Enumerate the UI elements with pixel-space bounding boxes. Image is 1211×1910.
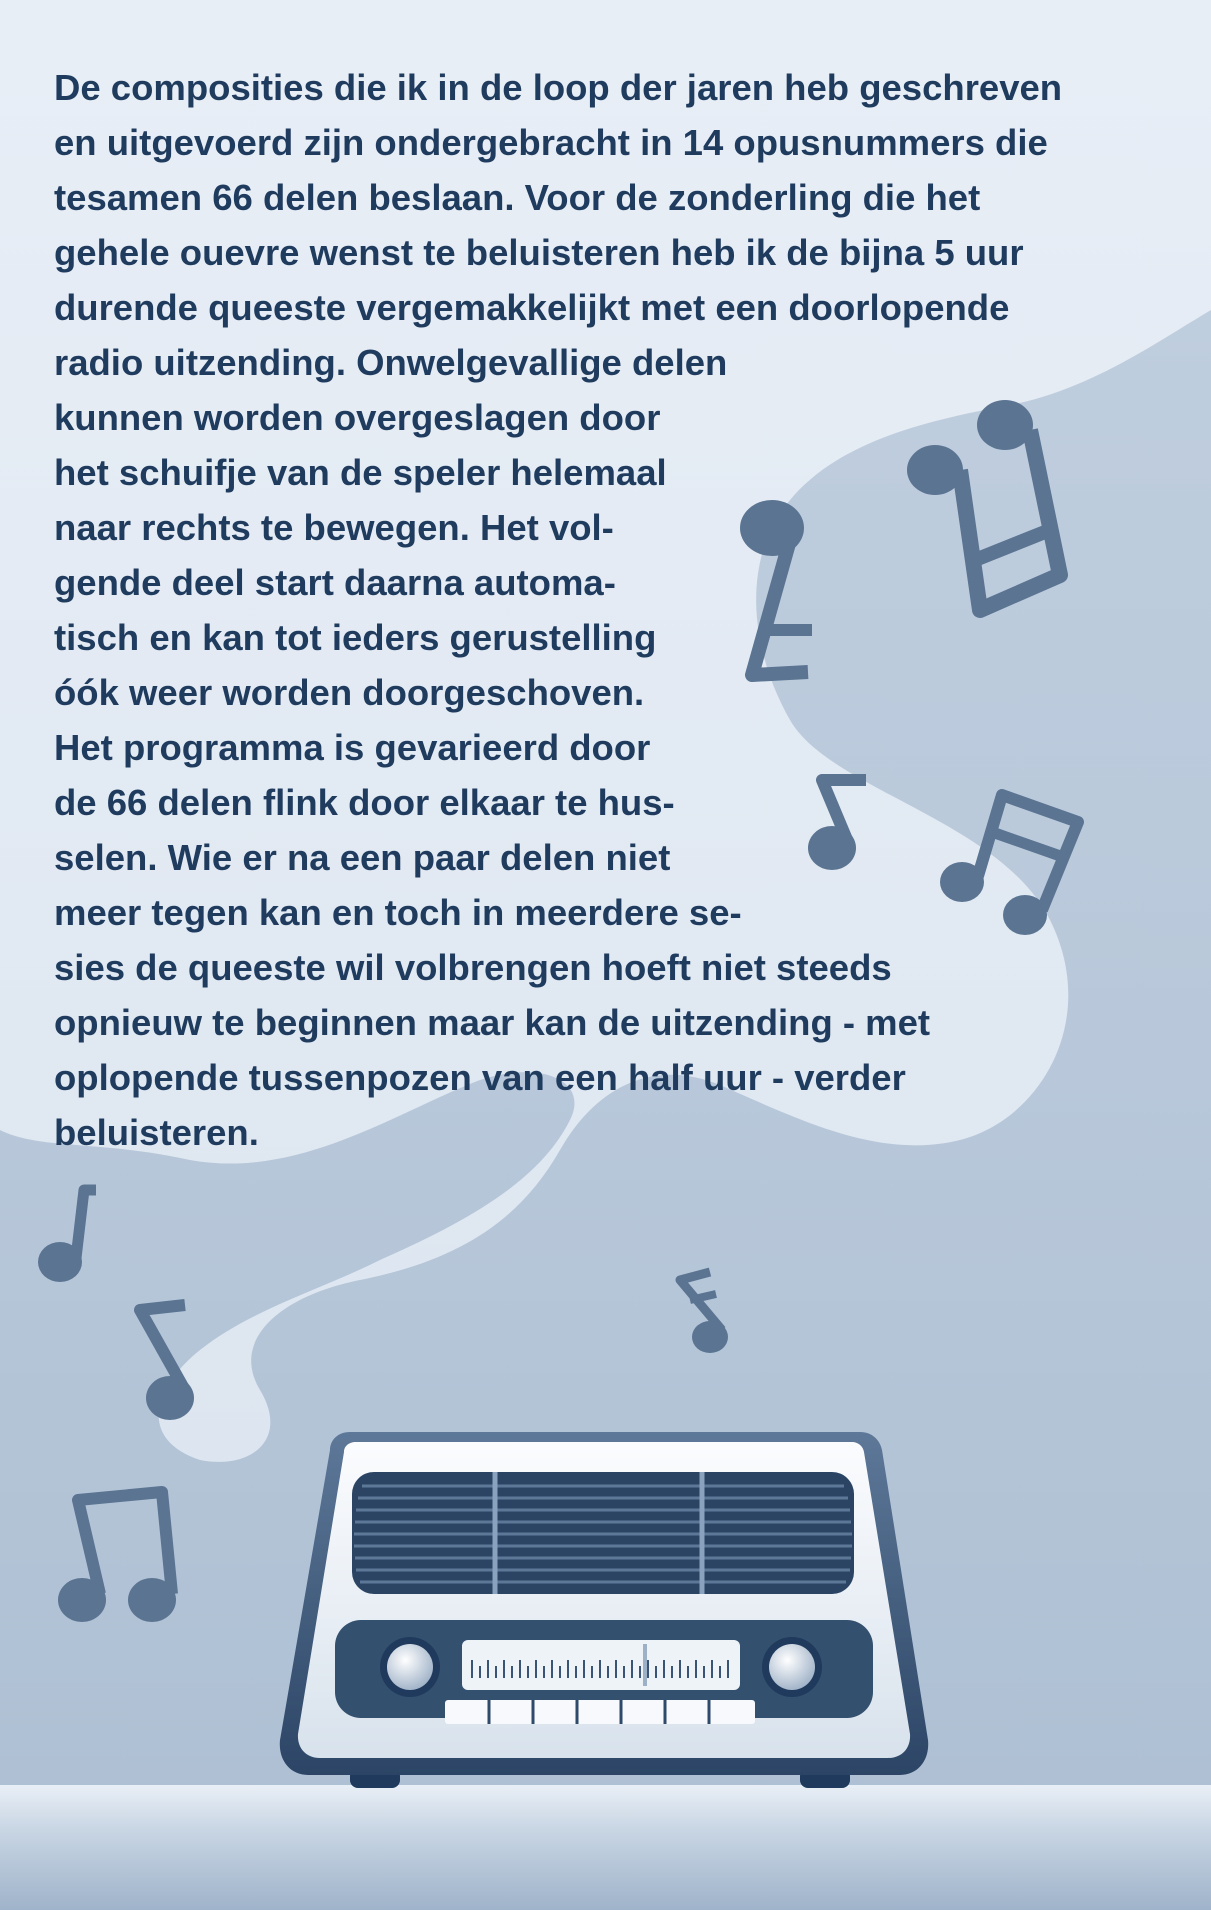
text-line: naar rechts te bewegen. Het vol- (54, 507, 614, 548)
text-line: het schuifje van de speler helemaal (54, 452, 667, 493)
music-note-icon (680, 1272, 728, 1353)
text-line: oplopende tussenpozen van een half uur - verder (54, 1057, 906, 1098)
text-line: opnieuw te beginnen maar kan de uitzending - met (54, 1002, 931, 1043)
music-note-icon (58, 1492, 176, 1622)
music-note-icon (140, 1305, 194, 1420)
text-line: beluisteren. (54, 1112, 259, 1153)
text-line: gehele ouevre wenst te beluisteren heb ik de bijna 5 uur (54, 232, 1024, 273)
body-text (54, 60, 1164, 1160)
text-line: durende queeste vergemakkelijkt met een doorlopende (54, 287, 1010, 328)
text-line: meer tegen kan en toch in meerdere se- (54, 892, 742, 933)
text-line: tesamen 66 delen beslaan. Voor de zonderling die het (54, 177, 981, 218)
text-line: kunnen worden overgeslagen door (54, 397, 661, 438)
text-line: De composities die ik in de loop der jaren heb geschreven (54, 67, 1063, 108)
text-line: óók weer worden doorgeschoven. (54, 672, 645, 713)
text-line: tisch en kan tot ieders gerustelling (54, 617, 657, 658)
text-line: sies de queeste wil volbrengen hoeft niet steeds (54, 947, 892, 988)
text-line: selen. Wie er na een paar delen niet (54, 837, 671, 878)
text-line: de 66 delen flink door elkaar te hus- (54, 782, 675, 823)
music-note-icon (38, 1190, 96, 1282)
radio-icon (280, 1432, 928, 1788)
text-line: en uitgevoerd zijn ondergebracht in 14 opusnummers die (54, 122, 1048, 163)
text-line: gende deel start daarna automa- (54, 562, 616, 603)
text-line: Het programma is gevarieerd door (54, 727, 651, 768)
text-line: radio uitzending. Onwelgevallige delen (54, 342, 728, 383)
floor (0, 1785, 1211, 1910)
